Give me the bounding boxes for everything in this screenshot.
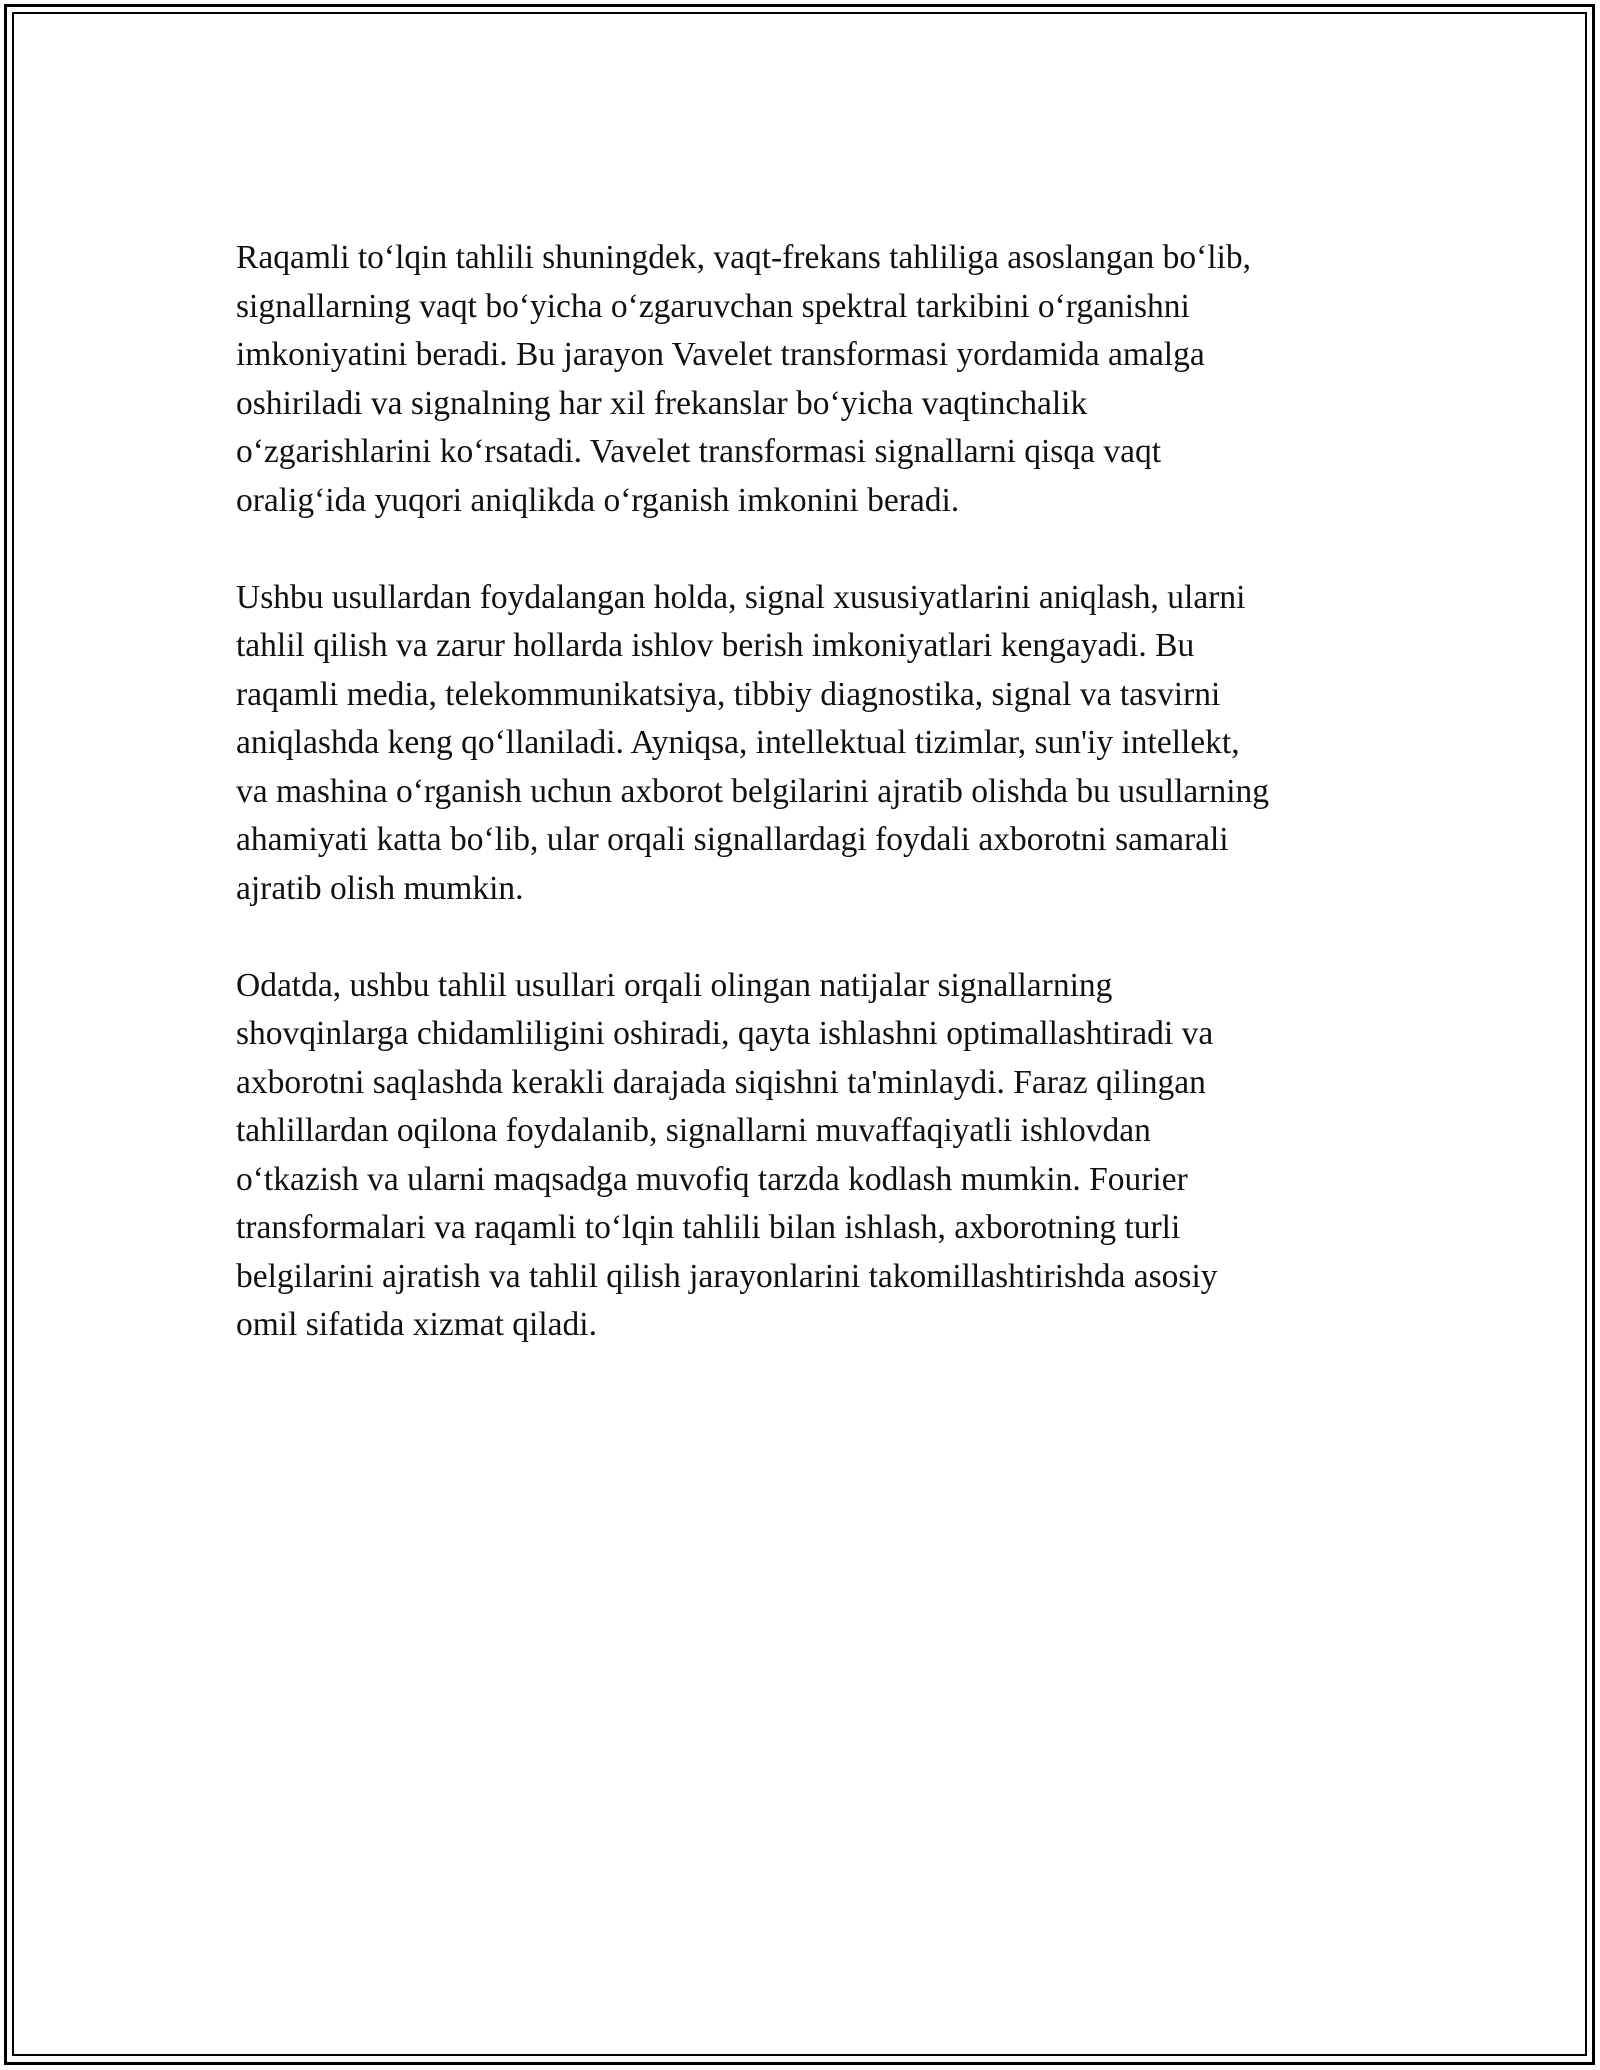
paragraph-1: Raqamli to‘lqin tahlili shuningdek, vaqt-frekans tahliliga asoslangan bo‘lib, signallarning vaqt bo‘yicha o‘zgaruvchan spektral tarkibini o‘rganishni imkoniyatini beradi. Bu jarayon Vavelet transformasi yordamida amalga oshiriladi va signalning har xil frekanslar bo‘yicha vaqtinchalik o‘zgarishlarini ko‘rsatadi. Vavelet transformasi signallarni qisqa vaqt oralig‘ida yuqori aniqlikda o‘rganish imkonini beradi.	[236, 239, 1252, 519]
paragraph-3: Odatda, ushbu tahlil usullari orqali olingan natijalar signallarning shovqinlarga chidamliligini oshiradi, qayta ishlashni optimallashtiradi va axborotni saqlashda kerakli darajada siqishni ta'minlaydi. Faraz qilingan tahlillardan oqilona foydalanib, signallarni muvaffaqiyatli ishlovdan o‘tkazish va ularni maqsadga muvofiq tarzda kodlash mumkin. Fourier transformalari va raqamli to‘lqin tahlili bilan ishlash, axborotning turli belgilarini ajratish va tahlil qilish jarayonlarini takomillashtirishda asosiy omil sifatida xizmat qiladi.	[236, 966, 1218, 1343]
paragraph-2: Ushbu usullardan foydalangan holda, signal xususiyatlarini aniqlash, ularni tahlil qilish va zarur hollarda ishlov berish imkoniyatlari kengayadi. Bu raqamli media, telekommunikatsiya, tibbiy diagnostika, signal va tasvirni aniqlashda keng qo‘llaniladi. Ayniqsa, intellektual tizimlar, sun'iy intellekt, va mashina o‘rganish uchun axborot belgilarini ajratib olishda bu usullarning ahamiyati katta bo‘lib, ular orqali signallardagi foydali axborotni samarali ajratib olish mumkin.	[236, 578, 1270, 907]
document-body	[236, 234, 1386, 1398]
